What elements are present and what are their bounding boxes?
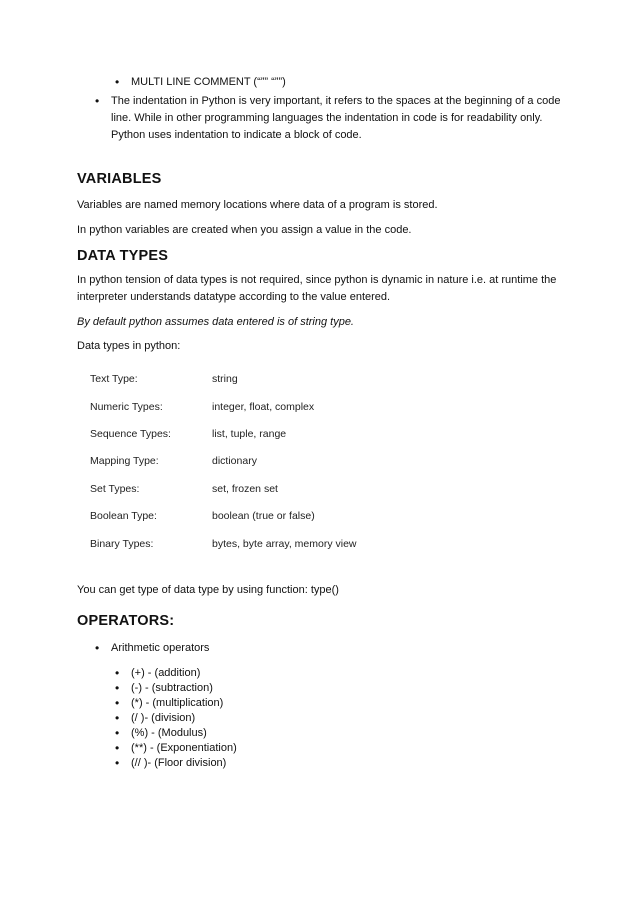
list-item [115,726,567,741]
bullet-text: Arithmetic operators [111,641,210,654]
table-row [90,448,357,475]
table-cell-values: dictionary [212,455,257,468]
bullet-text: The indentation in Python is very important, it refers to the spaces at the beginning of a code line. While in other programming languages the indentation in code is for readability only. Python uses indentation to indicate a block of code. [111,95,561,141]
heading-variables: VARIABLES [77,171,162,187]
bullet-icon: • [115,755,120,770]
table-cell-type: Boolean Type: [90,510,157,523]
bullet-icon: • [115,680,120,695]
table-cell-values: string [212,373,238,386]
table-cell-type: Text Type: [90,373,138,386]
list-item [115,696,567,711]
table-cell-type: Numeric Types: [90,400,163,413]
operator-text: (// )- (Floor division) [131,756,227,769]
bullet-arithmetic-operators [95,640,567,657]
table-cell-values: integer, float, complex [212,400,315,413]
bullet-icon: • [115,75,120,89]
table-cell-type: Mapping Type: [90,455,159,468]
heading-data-types: DATA TYPES [77,248,169,264]
list-item [115,711,567,726]
operator-text: (/ )- (division) [131,711,196,724]
bullet-icon: • [115,665,120,680]
data-types-paragraph-3: Data types in python: [77,340,181,352]
bullet-icon: • [95,94,100,108]
list-item [115,756,567,771]
document-content [77,74,567,771]
operator-text: (-) - (subtraction) [131,681,213,694]
bullet-icon: • [115,740,120,755]
table-row [90,393,357,420]
list-item [115,681,567,696]
variables-paragraph-2: In python variables are created when you assign a value in the code. [77,224,412,236]
bullet-icon: • [115,725,120,740]
list-item [115,741,567,756]
table-cell-values: boolean (true or false) [212,510,315,523]
data-types-paragraph-1: In python tension of data types is not required, since python is dynamic in nature i.e. at runtime the interpreter understands datatype according to the value entered. [77,274,557,303]
table-cell-values: set, frozen set [212,482,278,495]
heading-operators: OPERATORS: [77,612,175,629]
list-item [115,666,567,681]
type-function-paragraph: You can get type of data type by using function: type() [77,583,339,596]
table-cell-values: list, tuple, range [212,427,287,440]
operator-text: (**) - (Exponentiation) [131,741,237,754]
table-cell-values: bytes, byte array, memory view [212,537,357,550]
bullet-text: MULTI LINE COMMENT (“”” “””) [131,76,286,88]
table-row [90,366,357,393]
variables-paragraph-1: Variables are named memory locations where data of a program is stored. [77,199,438,211]
table-row [90,421,357,448]
operator-text: (+) - (addition) [131,666,201,679]
bullet-icon: • [115,710,120,725]
data-types-table [90,366,357,558]
bullet-icon: • [115,695,120,710]
operator-text: (*) - (multiplication) [131,696,224,709]
bullet-icon: • [95,640,100,655]
table-row [90,476,357,503]
bullet-indentation [95,93,567,144]
table-cell-type: Sequence Types: [90,427,171,440]
operator-text: (%) - (Modulus) [131,726,207,739]
table-cell-type: Set Types: [90,482,140,495]
operators-list [115,666,567,771]
data-types-paragraph-italic: By default python assumes data entered is of string type. [77,316,354,328]
bullet-multiline-comment [115,74,567,91]
table-cell-type: Binary Types: [90,537,154,550]
table-row [90,530,357,557]
table-row [90,503,357,530]
